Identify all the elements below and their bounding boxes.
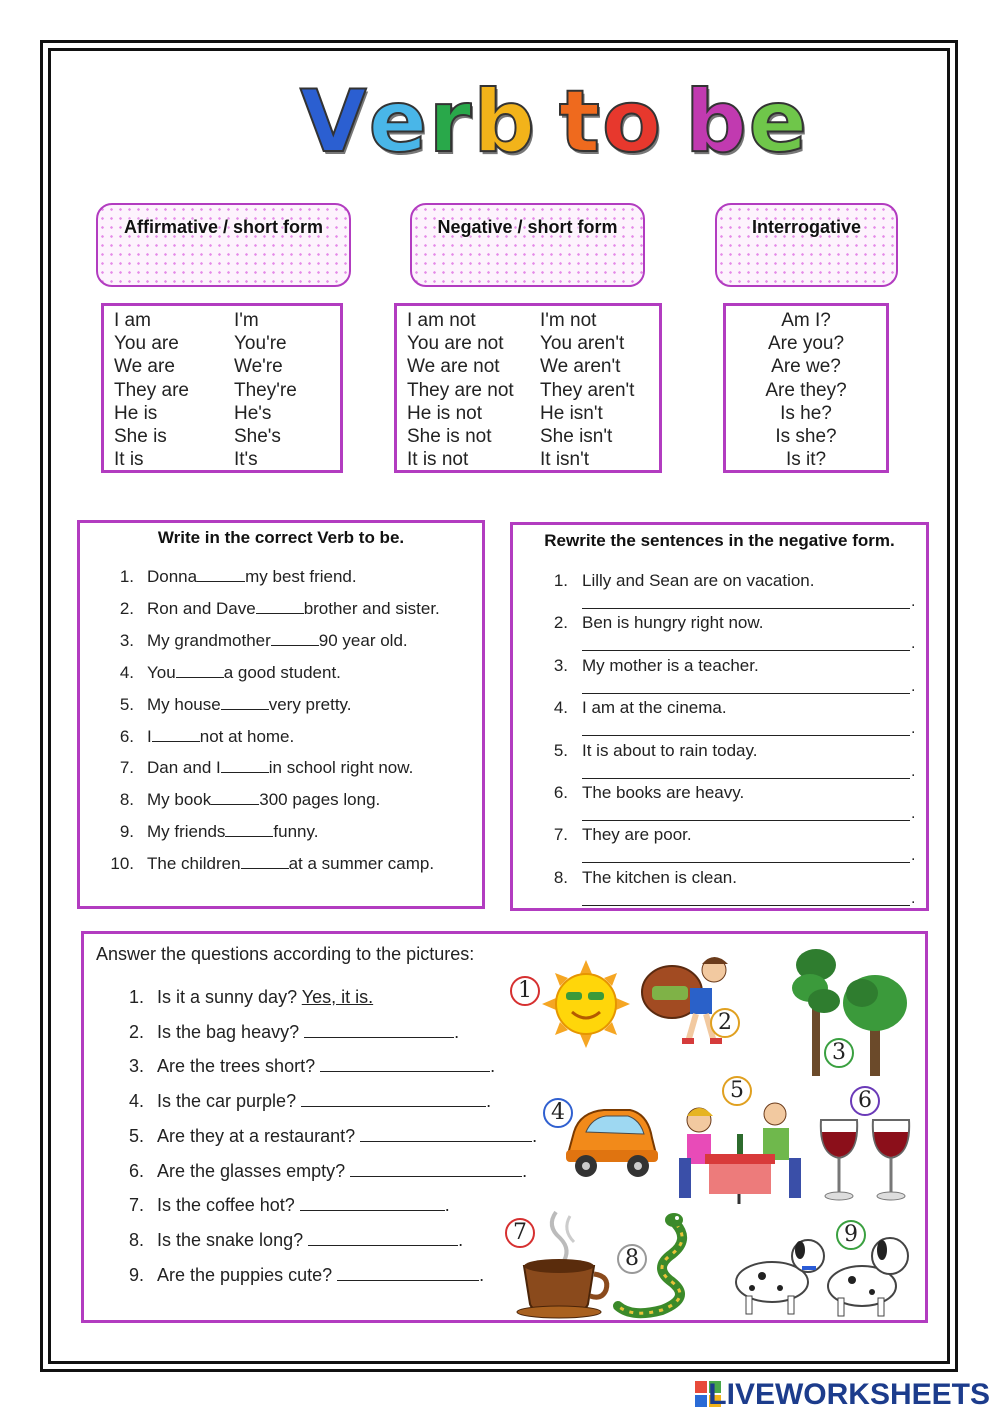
period: . [490,1056,496,1077]
item-number: 3. [119,630,134,650]
interrogative-header [715,203,898,287]
sentence-start: My grandmother [147,630,271,650]
sentence: The kitchen is clean. [582,867,737,887]
answer-blank[interactable] [360,1127,532,1142]
car-picture [560,1104,660,1182]
interrogative-question: Are we? [771,356,841,378]
affirmative-short-form: I'm [234,310,259,331]
answer-blank[interactable] [301,1092,486,1107]
restaurant-couple-picture [675,1098,805,1206]
sentence: Lilly and Sean are on vacation. [582,571,815,590]
question-text: Are they at a restaurant? [157,1125,361,1146]
item-number: 8. [553,867,568,887]
answer-blank[interactable] [308,1231,458,1246]
question-text: Is the bag heavy? [157,1021,305,1042]
period: . [486,1091,492,1112]
sentence-start: The children [147,854,241,874]
picture-number-badge: 1 [510,976,540,1006]
question [157,1022,459,1043]
picture-number-badge: 3 [824,1038,854,1068]
answer-blank[interactable] [256,599,304,614]
item-number: 9. [128,1264,144,1285]
negative-short-form: She isn't [540,426,613,447]
question [157,1126,537,1147]
answer-line[interactable] [582,608,910,609]
item-number: 8. [119,790,134,810]
affirmative-header [96,203,351,287]
sentence-end: not at home. [199,726,295,746]
affirmative-short-form: She's [234,426,281,447]
negative-full-form: It is not [407,449,469,471]
answer-line[interactable] [582,735,910,736]
item-number: 2. [553,613,568,633]
sentence-end: funny. [273,822,319,842]
question [157,1230,463,1251]
affirmative-full-form: It is [114,449,144,471]
period: . [458,1229,464,1250]
question [157,1091,491,1112]
title-letter: e [368,72,429,172]
negative-short-form: He isn't [540,402,603,424]
fill-sentence [147,663,341,683]
fill-sentence [147,695,352,715]
item-number: 2. [128,1021,144,1042]
fill-sentence [147,758,413,778]
affirmative-short-form: They're [234,379,297,401]
negative-short-form: I'm not [540,310,597,331]
item-number: 3. [553,655,568,675]
item-number: 4. [119,662,134,682]
period: . [911,677,916,695]
question [157,1056,495,1077]
period: . [444,1195,450,1216]
answer-blank[interactable] [350,1162,522,1177]
item-number: 1. [128,987,144,1007]
exercise-negative-form-title: Rewrite the sentences in the negative form. [544,531,895,550]
answer-line[interactable] [582,862,910,863]
title-letter: o [602,72,664,172]
affirmative-full-form: They are [114,379,189,401]
sentence-start: Ron and Dave [147,598,256,618]
sun-picture [540,958,632,1050]
exercise-picture-questions-title: Answer the questions according to the pictures: [96,944,475,964]
period: . [911,847,916,865]
affirmative-full-form: I am [114,310,151,331]
answer-text: Yes, it is. [301,987,374,1007]
picture-number-badge: 6 [850,1086,880,1116]
fill-sentence [147,567,357,587]
sentence-end: a good student. [223,662,341,682]
answer-line[interactable] [582,820,910,821]
answer-blank[interactable] [241,854,289,869]
interrogative-header-label: Interrogative [751,217,862,237]
item-number: 6. [119,726,134,746]
title-letter: e [748,72,809,172]
sentence-end: 300 pages long. [259,790,381,810]
answer-blank[interactable] [211,790,259,805]
item-number: 5. [553,740,568,760]
item-number: 5. [119,694,134,714]
period: . [532,1125,538,1146]
period: . [522,1160,528,1181]
sentence-start: You [147,662,176,682]
negative-header-label: Negative / short form [437,217,618,237]
liveworksheets-brand: LIVEWORKSHEETS [708,1378,990,1411]
sentence: The books are heavy. [582,783,745,802]
negative-full-form: I am not [407,310,476,331]
affirmative-short-form: We're [234,356,283,378]
answer-blank[interactable] [221,695,269,710]
answer-blank[interactable] [221,758,269,773]
sentence-end: my best friend. [245,567,357,586]
picture-number-badge: 8 [617,1244,647,1274]
item-number: 6. [553,783,568,802]
answer-blank[interactable] [304,1023,454,1038]
negative-full-form: They are not [407,379,514,401]
item-number: 7. [119,758,134,778]
question [157,1265,484,1286]
affirmative-header-label: Affirmative / short form [123,217,324,237]
title-letter: r [428,72,474,172]
item-number: 10. [110,854,134,874]
period: . [454,1021,460,1042]
answer-line[interactable] [582,778,910,779]
fill-sentence [147,631,408,651]
sentence-end: brother and sister. [303,598,440,618]
fill-sentence [147,854,434,874]
sentence-start: My friends [147,822,226,842]
interrogative-question: Is it? [785,449,827,471]
period: . [911,889,916,907]
puppies-picture [722,1230,918,1320]
exercise-fill-verb-title: Write in the correct Verb to be. [157,528,405,547]
fill-sentence [147,790,380,810]
item-number: 7. [128,1195,144,1216]
answer-blank[interactable] [176,663,224,678]
picture-number-badge: 2 [710,1008,740,1038]
negative-table [394,303,662,473]
item-number: 9. [119,822,134,842]
answer-line[interactable] [582,905,910,906]
fill-sentence [147,727,294,747]
picture-number-badge: 9 [836,1220,866,1250]
answer-line[interactable] [582,693,910,694]
affirmative-full-form: She is [114,426,167,447]
question-text: Are the trees short? [157,1056,321,1077]
affirmative-short-form: He's [234,402,272,424]
question-text: Is the coffee hot? [157,1195,300,1216]
item-number: 5. [128,1125,144,1146]
sentence: It is about to rain today. [582,740,758,760]
item-number: 8. [128,1229,144,1250]
picture-number-badge: 5 [722,1076,752,1106]
affirmative-full-form: We are [114,356,175,378]
answer-blank[interactable] [337,1266,479,1281]
title-letter [663,72,685,172]
sentence: They are poor. [582,825,692,845]
exercise-negative-form [510,522,929,911]
title-letter: t [558,72,602,172]
answer-blank[interactable] [152,727,200,742]
fill-sentence [147,599,440,619]
title-letter: b [473,72,537,172]
affirmative-short-form: It's [234,449,258,471]
period: . [911,720,916,738]
negative-full-form: We are not [407,356,500,378]
answer-blank[interactable] [271,631,319,646]
worksheet-title [300,72,809,182]
answer-line[interactable] [582,650,910,651]
sentence-start: Dan and I [147,758,221,778]
affirmative-full-form: He is [114,402,158,424]
question-text: Is the car purple? [157,1091,302,1112]
sentence-start: I [147,726,152,746]
interrogative-question: Am I? [781,310,831,331]
sentence: Ben is hungry right now. [582,613,764,633]
item-number: 4. [128,1091,144,1112]
question-text: Is it a sunny day? [157,987,302,1007]
item-number: 4. [553,698,568,718]
negative-short-form: We aren't [540,356,621,378]
answer-blank[interactable] [197,567,245,582]
question [157,1161,527,1182]
period: . [479,1264,485,1285]
negative-full-form: He is not [407,402,482,424]
picture-number-badge: 4 [543,1098,573,1128]
title-letter: V [300,72,369,172]
period: . [911,805,916,822]
question-text: Are the glasses empty? [157,1160,351,1181]
title-letter: b [685,72,749,172]
interrogative-table [723,303,889,473]
fill-sentence [147,822,318,842]
sentence-end: at a summer camp. [288,854,435,874]
picture-number-badge: 7 [505,1218,535,1248]
wine-glasses-picture [815,1112,919,1204]
affirmative-short-form: You're [234,333,287,355]
item-number: 6. [128,1160,144,1181]
sentence-start: My book [147,790,212,810]
interrogative-question: Are they? [765,379,847,401]
affirmative-table [101,303,343,473]
sentence: My mother is a teacher. [582,655,759,675]
negative-short-form: You aren't [540,333,625,355]
answer-blank[interactable] [225,822,273,837]
question-text: Is the snake long? [157,1229,309,1250]
item-number: 1. [119,567,134,586]
negative-full-form: She is not [407,426,492,447]
item-number: 2. [119,598,134,618]
sentence: I am at the cinema. [582,698,727,718]
sentence-end: very pretty. [268,694,352,714]
period: . [911,593,916,610]
affirmative-full-form: You are [114,333,179,355]
item-number: 1. [553,571,568,590]
negative-header [410,203,645,287]
negative-short-form: They aren't [540,379,635,401]
question [157,987,373,1008]
negative-full-form: You are not [407,333,504,355]
interrogative-question: Are you? [767,333,845,355]
sentence-end: 90 year old. [318,630,408,650]
answer-blank[interactable] [320,1057,490,1072]
period: . [911,762,916,780]
sentence-end: in school right now. [268,758,414,778]
period: . [911,635,916,653]
item-number: 3. [128,1056,144,1077]
negative-short-form: It isn't [540,449,590,471]
title-letter [537,72,559,172]
sentence-start: Donna [147,567,198,586]
interrogative-question: Is she? [775,426,837,447]
item-number: 7. [553,825,568,845]
question [157,1195,450,1216]
sentence-start: My house [147,694,221,714]
answer-blank[interactable] [300,1196,445,1211]
question-text: Are the puppies cute? [157,1264,338,1285]
interrogative-question: Is he? [780,402,832,424]
exercise-fill-verb [77,520,485,909]
